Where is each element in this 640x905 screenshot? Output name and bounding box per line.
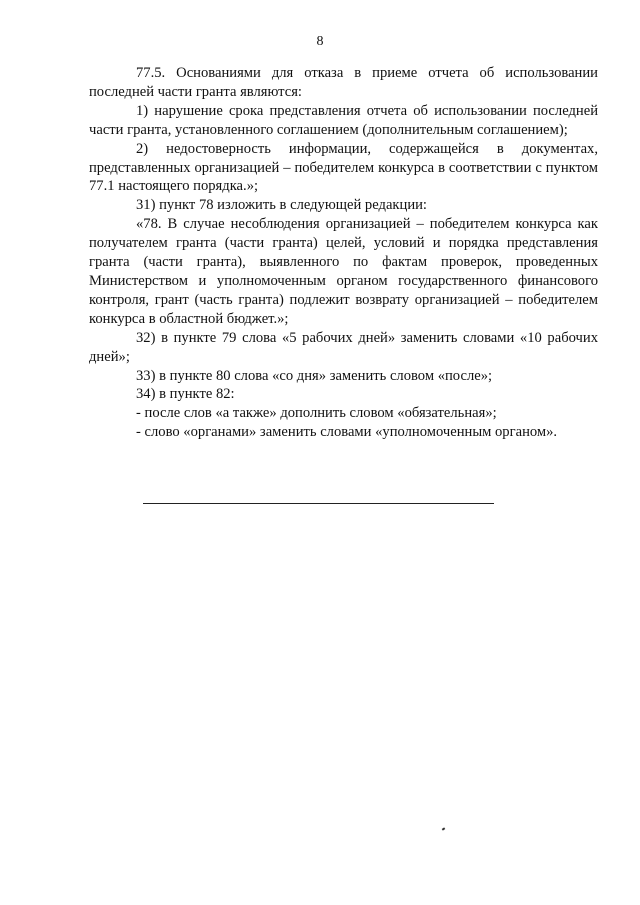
paragraph-item-33: 33) в пункте 80 слова «со дня» заменить словом «после»; (136, 367, 493, 384)
paragraph-item-32: 32) в пункте 79 слова «5 рабочих дней» заменить словами «10 рабочих дней»; (89, 329, 598, 365)
paragraph-dash-1: - после слов «а также» дополнить словом «обязательная»; (136, 405, 497, 422)
document-body (89, 64, 598, 442)
page-number: 8 (316, 34, 324, 49)
paragraph-item-31: 31) пункт 78 изложить в следующей редакции: (136, 197, 427, 214)
paragraph-item-1: 1) нарушение срока представления отчета об использовании последней части гранта, установленного соглашением (дополнительным соглашением); (89, 102, 598, 138)
scan-speck (442, 827, 446, 830)
paragraph-78-text: «78. В случае несоблюдения организацией – победителем конкурса как получателем гранта (части гранта) целей, условий и порядка представления гранта (части гранта), выявленного по фактам проверок, проведенных Министерством и уполномоченным органом государственного финансового контроля, грант (часть гранта) подлежит возврату организацией – победителем конкурса в областной бюджет.»; (89, 216, 598, 327)
paragraph-dash-2: - слово «органами» заменить словами «уполномоченным органом». (136, 424, 558, 441)
paragraph-item-2: 2) недостоверность информации, содержащейся в документах, представленных организацией – победителем конкурса в соответствии с пунктом 77.1 настоящего порядка.»; (89, 140, 598, 195)
paragraph-77-5: 77.5. Основаниями для отказа в приеме отчета об использовании последней части гранта являются: (89, 65, 598, 100)
paragraph-item-34: 34) в пункте 82: (136, 386, 235, 403)
end-of-text-divider (143, 503, 494, 504)
